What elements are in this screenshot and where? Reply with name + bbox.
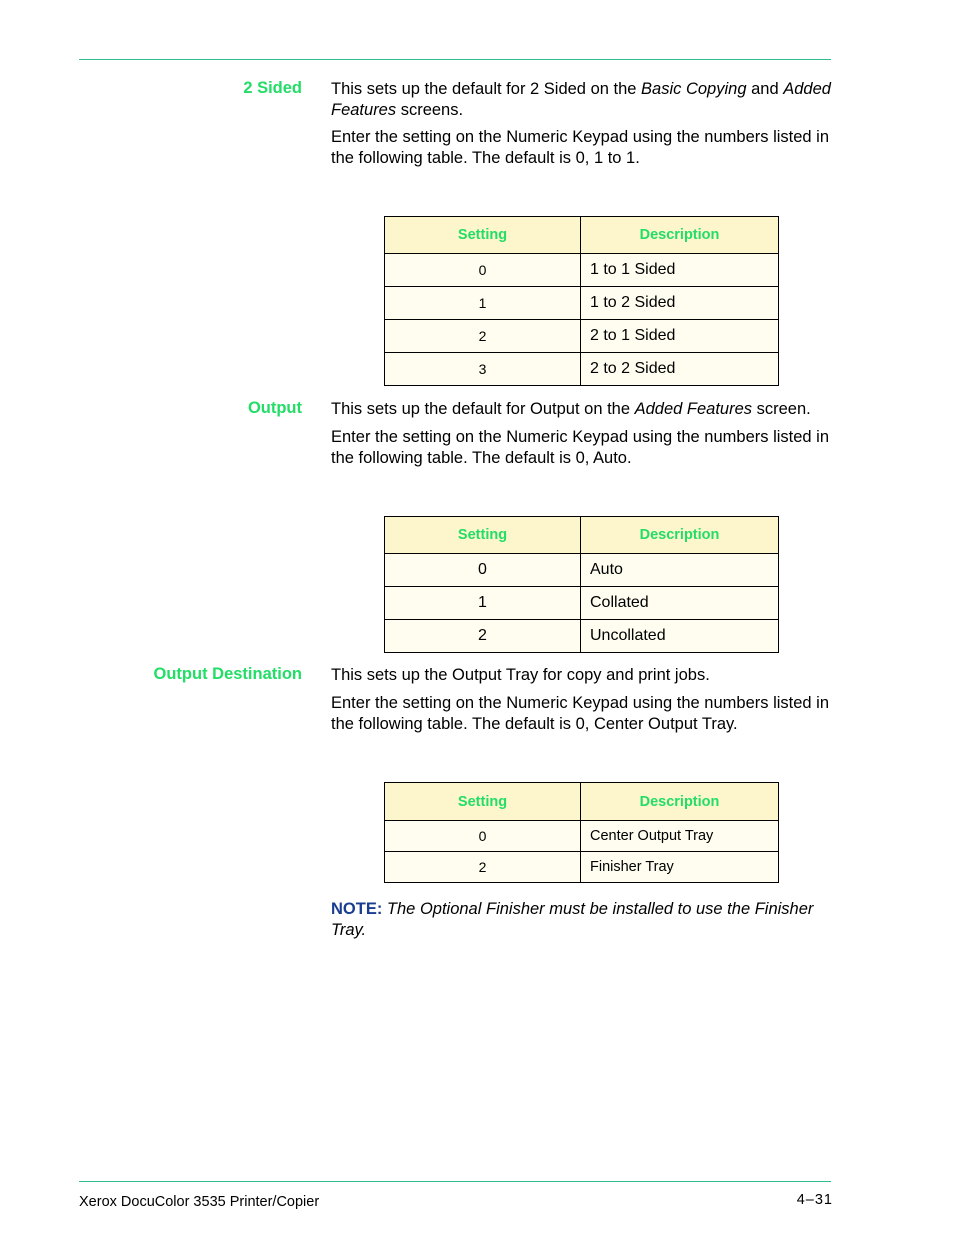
text-run-italic: Basic Copying <box>641 80 747 98</box>
section-heading-output-destination: Output Destination <box>153 665 302 683</box>
footer-rule <box>79 1181 831 1182</box>
settings-table-output <box>384 516 779 653</box>
settings-table-2-sided <box>384 216 779 386</box>
setting-cell: 3 <box>385 353 581 386</box>
section-output-intro <box>331 399 836 420</box>
setting-cell: 1 <box>385 587 581 620</box>
column-header-description: Description <box>581 217 779 254</box>
text-run: This sets up the default for 2 Sided on the <box>331 80 642 98</box>
table-row <box>385 554 779 587</box>
page-number: 4–31 <box>796 1192 833 1208</box>
column-header-setting: Setting <box>385 517 581 554</box>
description-cell: 2 to 1 Sided <box>581 320 779 353</box>
table-header-row <box>385 517 779 554</box>
note-text: The Optional Finisher must be installed to use the Finisher Tray. <box>331 900 814 939</box>
text-run-italic: Added Features <box>634 400 753 418</box>
description-cell: Finisher Tray <box>581 852 779 883</box>
column-header-description: Description <box>581 783 779 821</box>
description-cell: 1 to 1 Sided <box>581 254 779 287</box>
description-cell: Collated <box>581 587 779 620</box>
table-row <box>385 852 779 883</box>
setting-cell: 2 <box>385 320 581 353</box>
column-header-setting: Setting <box>385 783 581 821</box>
column-header-setting: Setting <box>385 217 581 254</box>
section-heading-2-sided: 2 Sided <box>243 79 302 97</box>
text-run-italic: Added Features <box>331 80 831 119</box>
table-row <box>385 587 779 620</box>
setting-cell: 0 <box>385 554 581 587</box>
setting-cell: 2 <box>385 620 581 653</box>
description-cell: Center Output Tray <box>581 821 779 852</box>
note <box>331 899 836 940</box>
settings-table-output-destination <box>384 782 779 883</box>
table-row <box>385 320 779 353</box>
text-run: screen. <box>752 400 811 418</box>
section-heading-output: Output <box>247 399 302 417</box>
setting-cell: 1 <box>385 287 581 320</box>
section-output-destination-instructions: Enter the setting on the Numeric Keypad using the numbers listed in the following table. The default is 0, Center Output Tray. <box>331 694 830 733</box>
setting-cell: 2 <box>385 852 581 883</box>
section-2-sided-instructions: Enter the setting on the Numeric Keypad using the numbers listed in the following table. The default is 0, 1 to 1. <box>331 128 830 167</box>
note-label: NOTE: <box>331 900 383 918</box>
top-rule <box>79 59 831 60</box>
text-run: This sets up the default for Output on the <box>331 400 635 418</box>
description-cell: 2 to 2 Sided <box>581 353 779 386</box>
text-run: and <box>746 80 784 98</box>
table-row <box>385 254 779 287</box>
table-row <box>385 821 779 852</box>
text-run: screens. <box>396 100 464 119</box>
section-2-sided-intro <box>331 79 836 120</box>
column-header-description: Description <box>581 517 779 554</box>
description-cell: Uncollated <box>581 620 779 653</box>
table-header-row <box>385 217 779 254</box>
description-cell: 1 to 2 Sided <box>581 287 779 320</box>
table-row <box>385 353 779 386</box>
section-output-instructions: Enter the setting on the Numeric Keypad using the numbers listed in the following table. The default is 0, Auto. <box>331 428 830 467</box>
setting-cell: 0 <box>385 254 581 287</box>
table-row <box>385 620 779 653</box>
table-header-row <box>385 783 779 821</box>
footer-title: Xerox DocuColor 3535 Printer/Copier <box>79 1194 320 1210</box>
table-row <box>385 287 779 320</box>
description-cell: Auto <box>581 554 779 587</box>
section-output-destination-intro: This sets up the Output Tray for copy and print jobs. <box>331 666 710 684</box>
setting-cell: 0 <box>385 821 581 852</box>
